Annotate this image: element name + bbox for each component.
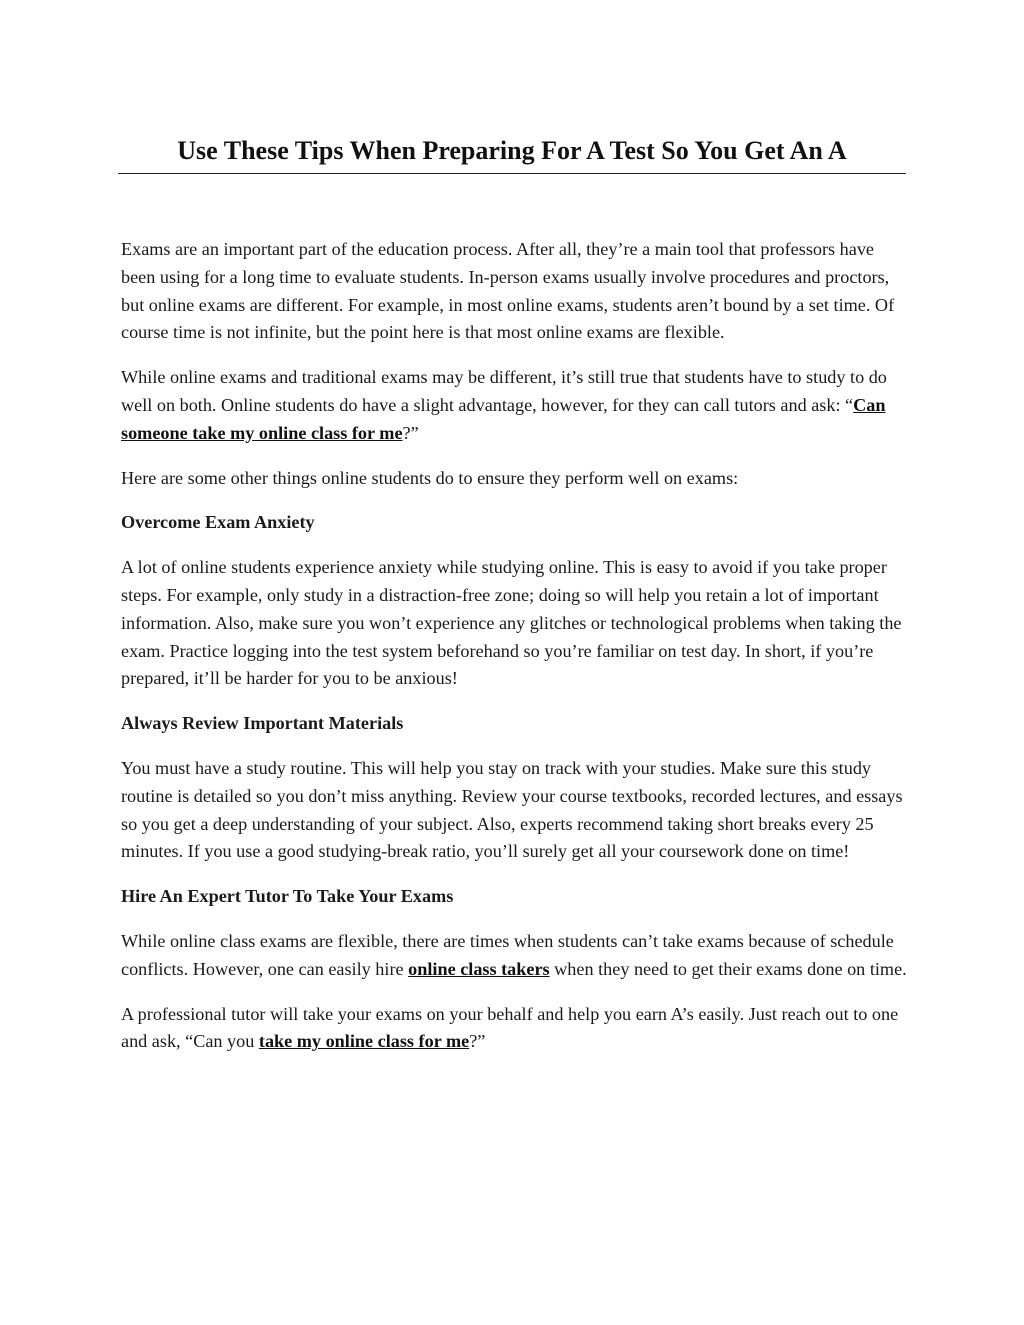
heading-hire-tutor: Hire An Expert Tutor To Take Your Exams — [121, 886, 454, 907]
link-take-my-online-class[interactable]: Can someone take my online class for me — [121, 394, 886, 443]
title-block — [118, 135, 906, 174]
paragraph-professional-tutor-end: ?” — [469, 1031, 486, 1052]
paragraph-advantage-text: While online exams and traditional exams may be different, it’s still true that students have to study to do well on both. Online students do have a slight advantage, however, for they can call tutors and ask: “ — [121, 367, 887, 415]
paragraph-intro: Exams are an important part of the education process. After all, they’re a main tool that professors have been using for a long time to evaluate students. In-person exams usually involve procedures and proctors, but online exams are different. For example, in most online exams, students aren’t bound by a set time. Of course time is not infinite, but the point here is that most online exams are flexible. — [121, 239, 895, 343]
paragraph-review-materials: You must have a study routine. This will help you stay on track with your studies. Make sure this study routine is detailed so you don’t miss anything. Review your course textbooks, recorded lectures, and essays so you get a deep understanding of your subject. Also, experts recommend taking short breaks every 25 minutes. If you use a good studying-break ratio, you’ll surely get all your coursework done on time! — [121, 757, 903, 862]
article-body — [121, 236, 911, 1073]
paragraph-advantage-end: ?” — [402, 422, 419, 443]
paragraph-hire-tutor-text: While online class exams are flexible, there are times when students can’t take exams because of schedule conflicts. However, one can easily hire — [121, 930, 894, 979]
paragraph-hire-tutor — [121, 928, 911, 984]
paragraph-other-things: Here are some other things online students do to ensure they perform well on exams: — [121, 467, 739, 488]
paragraph-hire-tutor-end: when they need to get their exams done on time. — [549, 958, 907, 979]
page-title: Use These Tips When Preparing For A Test So You Get An A — [177, 136, 847, 165]
paragraph-exam-anxiety: A lot of online students experience anxiety while studying online. This is easy to avoid if you take proper steps. For example, only study in a distraction-free zone; doing so will help you retain a lot of important information. Also, make sure you won’t experience any glitches or technological problems when taking the exam. Practice logging into the test system beforehand so you’re familiar on test day. In short, if you’re prepared, it’ll be harder for you to be anxious! — [121, 557, 902, 689]
paragraph-professional-tutor-text: A professional tutor will take your exams on your behalf and help you earn A’s easily. Just reach out to one and ask, “Can you — [121, 1003, 899, 1052]
link-online-class-takers[interactable]: online class takers — [408, 958, 550, 979]
link-take-my-online-class-for-me[interactable]: take my online class for me — [258, 1031, 470, 1052]
paragraph-professional-tutor — [121, 1001, 911, 1057]
heading-exam-anxiety: Overcome Exam Anxiety — [121, 512, 315, 533]
heading-review-materials: Always Review Important Materials — [121, 713, 404, 734]
paragraph-advantage — [121, 364, 911, 447]
